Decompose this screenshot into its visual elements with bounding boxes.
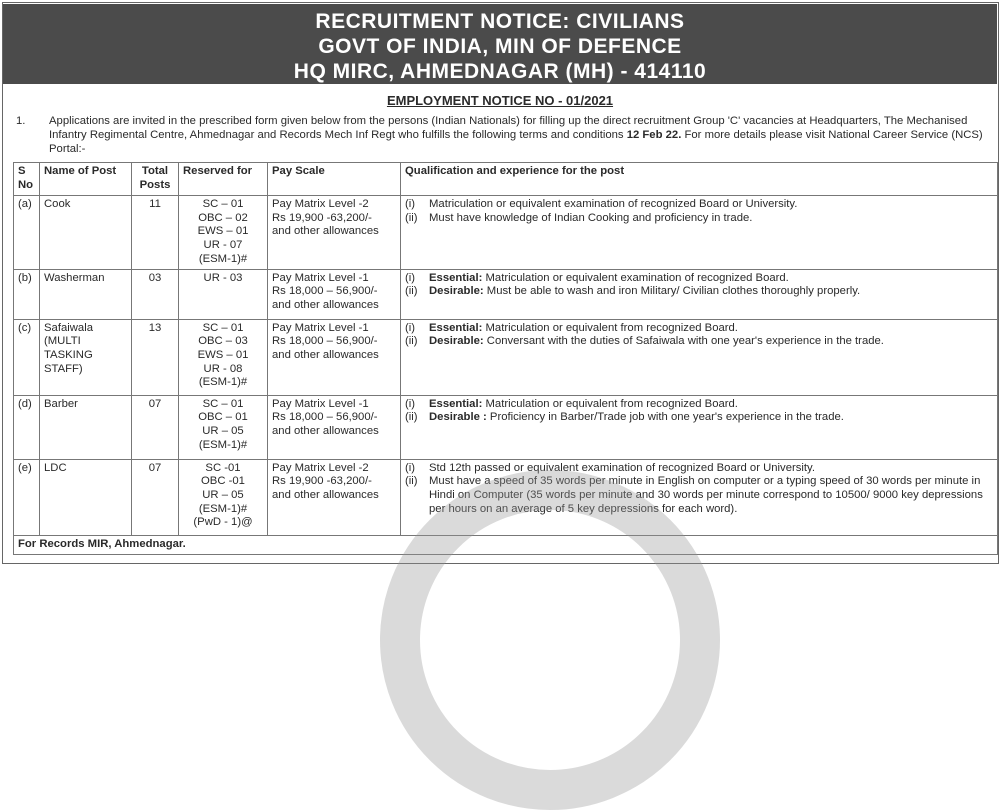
item-number: (ii) <box>405 285 418 298</box>
pay-line: Pay Matrix Level -2 <box>272 198 369 210</box>
qualification-label: Essential: <box>429 397 483 410</box>
cell-pay-scale <box>268 459 401 535</box>
reservation-line: (ESM-1)# <box>198 438 248 451</box>
qualification-text: Must have a speed of 35 words per minute in English on computer or a typing speed of 30 words per minute in Hindi on Computer (35 words per minute and 30 words per minute correspond to 10500/ 9000 key depressions per hours on an average of 5 key depressions for each word). <box>429 475 983 515</box>
reservation-line: SC -01 <box>205 461 241 474</box>
qualification-text: Proficiency in Barber/Trade job with one year's experience in the trade. <box>486 411 844 424</box>
vacancy-table <box>13 162 998 555</box>
cell-pay-scale <box>268 196 401 270</box>
cell-post-name: Cook <box>40 196 132 270</box>
table-row <box>14 269 998 319</box>
qualification-item <box>405 322 993 336</box>
qualification-item <box>405 272 993 286</box>
reservation-line: EWS – 01 <box>197 348 249 361</box>
table-row <box>14 459 998 535</box>
cell-total-posts: 11 <box>132 196 179 270</box>
qualification-item <box>405 398 993 412</box>
qualification-text: Std 12th passed or equivalent examination of recognized Board or University. <box>429 461 815 474</box>
reservation-line: SC – 01 <box>202 397 244 410</box>
col-name: Name of Post <box>40 163 132 196</box>
footer-row <box>14 535 998 554</box>
reservation-line: UR - 07 <box>203 239 243 252</box>
cell-qualification <box>401 269 998 319</box>
reservation-line: UR - 08 <box>203 362 243 375</box>
col-reserved: Reserved for <box>179 163 268 196</box>
cell-sno: (c) <box>14 319 40 395</box>
cell-reserved <box>179 395 268 459</box>
qualification-item <box>405 475 993 516</box>
item-number: (ii) <box>405 475 418 488</box>
item-number: (i) <box>405 397 416 410</box>
reservation-line: OBC – 03 <box>198 335 248 348</box>
cell-post-name: LDC <box>40 459 132 535</box>
qualification-label: Desirable : <box>429 411 487 424</box>
qualification-text: Matriculation or equivalent examination of recognized Board. <box>482 271 789 284</box>
cell-pay-scale <box>268 319 401 395</box>
pay-line: Pay Matrix Level -1 <box>272 271 369 284</box>
reservation-line: EWS – 01 <box>197 225 249 238</box>
cell-pay-scale <box>268 269 401 319</box>
reservation-line: OBC – 02 <box>198 211 248 224</box>
qualification-item <box>405 335 993 349</box>
qualification-text: Matriculation or equivalent from recognized Board. <box>482 397 738 410</box>
cell-sno: (a) <box>14 196 40 270</box>
reservation-line: (ESM-1)# <box>198 252 248 265</box>
qualification-text: Must be able to wash and iron Military/ Civilian clothes thoroughly properly. <box>483 285 861 298</box>
cell-qualification <box>401 196 998 270</box>
reservation-line: OBC -01 <box>201 475 245 488</box>
cell-total-posts: 03 <box>132 269 179 319</box>
pay-line: Pay Matrix Level -2 <box>272 461 369 474</box>
pay-line: and other allowances <box>272 488 379 501</box>
qualification-item <box>405 285 993 299</box>
cell-pay-scale <box>268 395 401 459</box>
qualification-label: Desirable: <box>429 285 484 298</box>
records-heading: For Records MIR, Ahmednagar. <box>14 535 998 554</box>
banner-line-1: RECRUITMENT NOTICE: CIVILIANS <box>315 10 685 33</box>
qualification-label: Desirable: <box>429 335 484 348</box>
table-row <box>14 196 998 270</box>
pay-line: and other allowances <box>272 298 379 311</box>
item-number: (i) <box>405 271 416 284</box>
pay-line: Pay Matrix Level -1 <box>272 321 369 334</box>
intro-text <box>49 114 999 156</box>
intro-text-end: For more details please visit National Career Service (NCS) Portal:- <box>49 129 983 155</box>
reservation-line: UR – 05 <box>202 424 244 437</box>
reservation-line: (ESM-1)# <box>198 376 248 389</box>
cell-reserved <box>179 459 268 535</box>
qualification-label: Essential: <box>429 321 483 334</box>
paragraph-number: 1. <box>16 115 26 127</box>
cell-post-name: Safaiwala (MULTI TASKING STAFF) <box>40 319 132 395</box>
banner-line-3: HQ MIRC, AHMEDNAGAR (MH) - 414110 <box>293 60 707 83</box>
reservation-line: UR – 05 <box>202 488 244 501</box>
cell-reserved <box>179 269 268 319</box>
pay-line: Rs 18,000 – 56,900/- <box>272 411 378 424</box>
cell-qualification <box>401 319 998 395</box>
pay-line: Rs 19,900 -63,200/- <box>272 211 372 224</box>
pay-line: Pay Matrix Level -1 <box>272 397 369 410</box>
closing-date: 12 Feb 22. <box>626 129 682 141</box>
reservation-line: (ESM-1)# <box>198 502 248 515</box>
item-number: (ii) <box>405 211 418 224</box>
reservation-line: UR - 03 <box>203 271 243 284</box>
item-number: (i) <box>405 461 416 474</box>
col-sno: S No <box>14 163 40 196</box>
cell-reserved <box>179 319 268 395</box>
cell-total-posts: 07 <box>132 459 179 535</box>
intro-text-start: Applications are invited in the prescribed form given below from the persons (Indian Nationals) for filling up the direct recruitment Group 'C' vacancies at Headquarters, The Mechanised Infantry Regimental Centre, Ahmednagar and Records Mech Inf Regt who fulfills the following terms and conditions <box>49 115 968 141</box>
reservation-line: OBC – 01 <box>198 411 248 424</box>
cell-qualification <box>401 459 998 535</box>
col-pay: Pay Scale <box>268 163 401 196</box>
cell-sno: (e) <box>14 459 40 535</box>
col-total: Total Posts <box>132 163 179 196</box>
pay-line: Rs 18,000 – 56,900/- <box>272 285 378 298</box>
cell-sno: (b) <box>14 269 40 319</box>
notice-banner <box>3 4 997 84</box>
item-number: (ii) <box>405 335 418 348</box>
qualification-text: Matriculation or equivalent from recognized Board. <box>482 321 738 334</box>
col-qual: Qualification and experience for the post <box>401 163 998 196</box>
cell-post-name: Washerman <box>40 269 132 319</box>
table-row <box>14 395 998 459</box>
qualification-text: Must have knowledge of Indian Cooking and proficiency in trade. <box>429 211 753 224</box>
reservation-line: SC – 01 <box>202 321 244 334</box>
cell-qualification <box>401 395 998 459</box>
qualification-label: Essential: <box>429 271 483 284</box>
table-row <box>14 319 998 395</box>
qualification-text: Conversant with the duties of Safaiwala with one year's experience in the trade. <box>483 335 884 348</box>
pay-line: and other allowances <box>272 225 379 238</box>
cell-reserved <box>179 196 268 270</box>
cell-post-name: Barber <box>40 395 132 459</box>
item-number: (i) <box>405 198 416 210</box>
reservation-line: SC – 01 <box>202 198 244 210</box>
qualification-text: Matriculation or equivalent examination of recognized Board or University. <box>429 198 798 210</box>
cell-sno: (d) <box>14 395 40 459</box>
banner-line-2: GOVT OF INDIA, MIN OF DEFENCE <box>318 35 682 58</box>
item-number: (ii) <box>405 411 418 424</box>
notice-number: EMPLOYMENT NOTICE NO - 01/2021 <box>386 93 614 108</box>
pay-line: and other allowances <box>272 424 379 437</box>
pay-line: Rs 19,900 -63,200/- <box>272 475 372 488</box>
qualification-item <box>405 411 993 425</box>
pay-line: Rs 18,000 – 56,900/- <box>272 335 378 348</box>
qualification-item <box>405 462 993 476</box>
cell-total-posts: 07 <box>132 395 179 459</box>
reservation-line: (PwD - 1)@ <box>193 516 253 529</box>
qualification-item <box>405 212 993 226</box>
pay-line: and other allowances <box>272 348 379 361</box>
qualification-item <box>405 198 993 212</box>
table-header-row <box>14 163 998 196</box>
cell-total-posts: 13 <box>132 319 179 395</box>
item-number: (i) <box>405 321 416 334</box>
